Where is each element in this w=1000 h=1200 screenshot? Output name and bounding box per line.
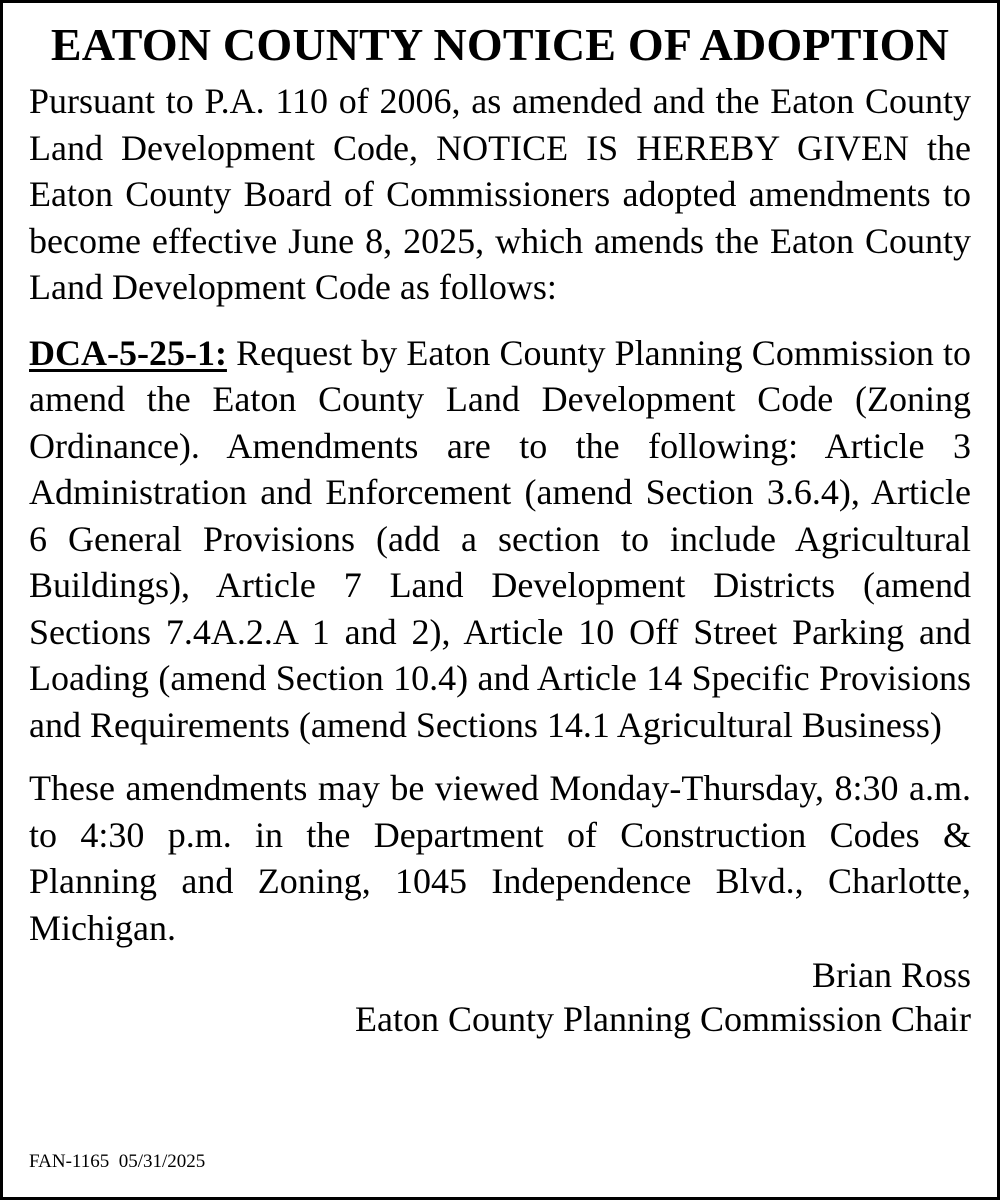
case-id: DCA-5-25-1:	[29, 332, 227, 373]
amendment-paragraph	[29, 330, 971, 749]
intro-paragraph: Pursuant to P.A. 110 of 2006, as amended and the Eaton County Land Development Code, NOTICE IS HEREBY GIVEN the Eaton County Board of Commissioners adopted amendments to become effective June 8, 2025, which amends the Eaton County Land Development Code as follows:	[29, 81, 971, 307]
amendment-text: Request by Eaton County Planning Commission to amend the Eaton County Land Development Code (Zoning Ordinance). Amendments are to the following: Article 3 Administration and Enforcement (amend Section 3.6.4), Article 6 General Provisions (add a section to include Agricultural Buildings), Article 7 Land Development Districts (amend Sections 7.4A.2.A 1 and 2), Article 10 Off Street Parking and Loading (amend Section 10.4) and Article 14 Specific Provisions and Requirements (amend Sections 14.1 Agricultural Business)	[29, 332, 971, 745]
notice-title: EATON COUNTY NOTICE OF ADOPTION	[50, 19, 950, 70]
signer-name: Brian Ross	[811, 955, 971, 995]
signature-block	[29, 953, 971, 1041]
signer-title: Eaton County Planning Commission Chair	[354, 999, 971, 1039]
viewing-paragraph: These amendments may be viewed Monday-Thursday, 8:30 a.m. to 4:30 p.m. in the Department of Construction Codes & Planning and Zoning, 1045 Independence Blvd., Charlotte, Michigan.	[29, 768, 971, 948]
footer-code: FAN-1165 05/31/2025	[29, 1151, 206, 1172]
